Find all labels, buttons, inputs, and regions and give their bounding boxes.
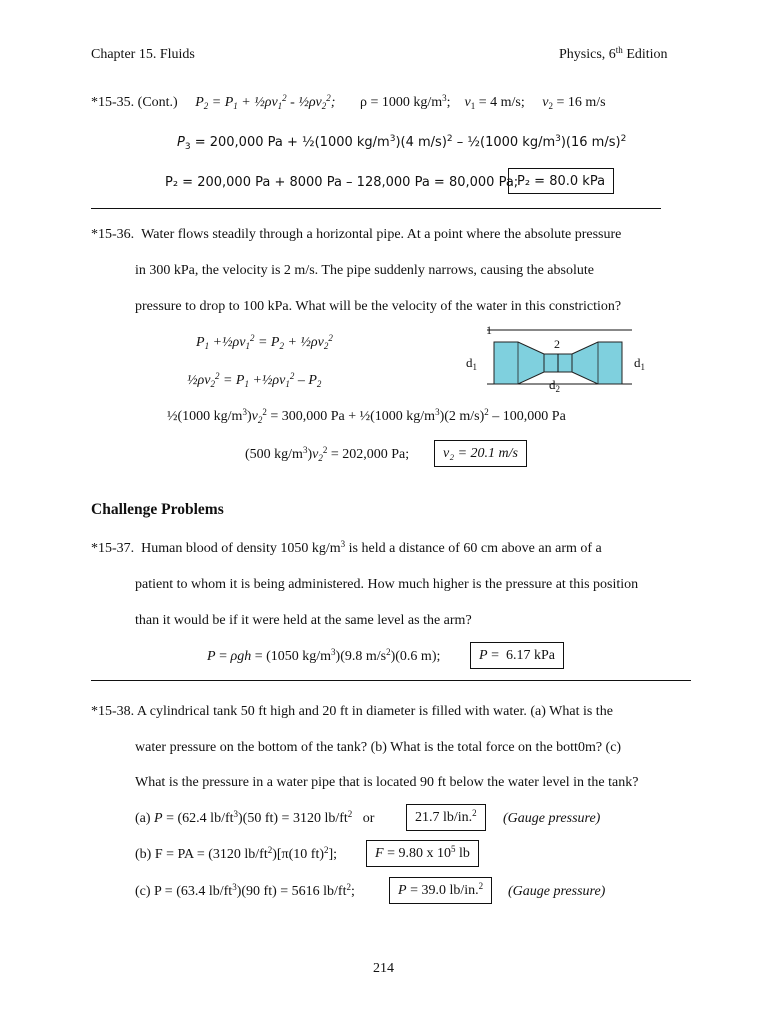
problem-38-part-a-note: (Gauge pressure)	[503, 811, 601, 826]
problem-38-part-a-answer-box: 21.7 lb/in.$^2$	[406, 804, 486, 831]
divider-1	[91, 208, 661, 209]
problem-36-statement-2: in 300 kPa, the velocity is 2 m/s. The pipe suddenly narrows, causing the absolute	[135, 263, 594, 278]
problem-36-statement-1: *15-36. Water flows steadily through a horizontal pipe. At a point where the absolute pressure	[91, 227, 622, 242]
problem-36-statement-3: pressure to drop to 100 kPa. What will be the velocity of the water in this constriction?	[135, 299, 622, 314]
problem-36-result: (500 $kg/m^3)v_2^2 = 202,000$ Pa;	[245, 445, 410, 463]
problem-35-result: P₂ = 200,000 Pa + 8000 Pa – 128,000 Pa = 80,000 Pa;	[165, 175, 519, 190]
divider-2	[91, 680, 691, 681]
diagram-label-d2: $d_2$	[549, 377, 560, 394]
problem-36-substitution: ½(1000 $kg/m^3)v_2^2 = 300,000$ Pa + ½(1000 $kg/m^3)(2$ m/s)$^2$ – 100,000 Pa	[167, 407, 566, 425]
pipe-right-section	[572, 342, 622, 384]
problem-38-part-c-answer-box: P = 39.0 lb/in.$^2$	[389, 877, 492, 904]
problem-38-part-b: (b) F = PA = (3120 $lb/ft^2)[\pi(10$ ft)$^2$];	[135, 845, 338, 862]
header-chapter: Chapter 15. Fluids	[91, 47, 195, 62]
problem-37-statement-2: patient to whom it is being administered. How much higher is the pressure at this position	[135, 577, 639, 592]
problem-36-answer-box: v₂ = 20.1 m/s	[434, 440, 527, 467]
diagram-label-d1-right: $d_1$	[634, 355, 645, 372]
problem-38-part-a: (a) P = (62.4 $lb/ft^3)(50$ ft) = 3120 $lb/ft^2$ or	[135, 809, 375, 826]
problem-37-statement-1: *15-37. Human blood of density 1050 $kg/m^3$ is held a distance of 60 cm above an arm of a	[91, 539, 602, 556]
page-number: 214	[373, 961, 394, 976]
diagram-label-1: 1	[486, 323, 492, 337]
diagram-label-2: 2	[554, 337, 560, 351]
problem-38-statement-3: What is the pressure in a water pipe that is located 90 ft below the water level in the tank?	[135, 775, 639, 790]
pipe-left-section	[494, 342, 544, 384]
header-book: Physics, 6th Edition	[559, 45, 668, 62]
problem-35-answer-box: P₂ = 80.0 kPa	[508, 168, 614, 194]
problem-37-answer-box: P = 6.17 kPa	[470, 642, 564, 669]
problem-38-statement-2: water pressure on the bottom of the tank? (b) What is the total force on the bott0m? (c)	[135, 740, 622, 755]
problem-38-part-c-note: (Gauge pressure)	[508, 884, 606, 899]
problem-37-equation: P = ρgh = (1050 $kg/m^3)(9.8$ $m/s^2)(0.6$ m);	[207, 647, 441, 664]
pipe-constriction-diagram	[462, 320, 662, 400]
problem-38-part-c: (c) P = (63.4 $lb/ft^3)(90$ ft) = 5616 $lb/ft^2$;	[135, 882, 355, 899]
problem-38-part-b-answer-box: F = 9.80 x $10^5$ lb	[366, 840, 479, 867]
problem-38-statement-1: *15-38. A cylindrical tank 50 ft high and 20 ft in diameter is filled with water. (a) What is the	[91, 704, 613, 719]
section-heading: Challenge Problems	[91, 501, 224, 518]
problem-36-rearranged: $\frac{1}{2}\rho v_2^2 = P_1$ $+\frac{1}{2}\rho v_1^2 - P_2$	[187, 371, 322, 389]
problem-35-substitution: $P_3 = 200,000$ Pa + ½(1000 $kg/m^3)(4$ m/s)$^2$ – ½(1000 $kg/m^3)(16$ m/s)$^2$	[177, 134, 627, 152]
problem-36-bernoulli: $P_1$ $+\frac{1}{2}\rho v_1^2 = P_2$ + $\frac{1}{2}\rho v_2^2$	[196, 333, 333, 351]
problem-35-given: *15-35. (Cont.) $P_2 = P_1$ + $\frac{1}{2}\rho v_1^2$ - $\frac{1}{2}\rho v_2^2$; ρ = 1000 $kg/m^3$; $v_1 = 4$ m/s; $v_2 = 16$ m/s	[91, 93, 606, 111]
problem-37-statement-3: than it would be if it were held at the same level as the arm?	[135, 613, 472, 628]
diagram-label-d1-left: $d_1$	[466, 355, 477, 372]
